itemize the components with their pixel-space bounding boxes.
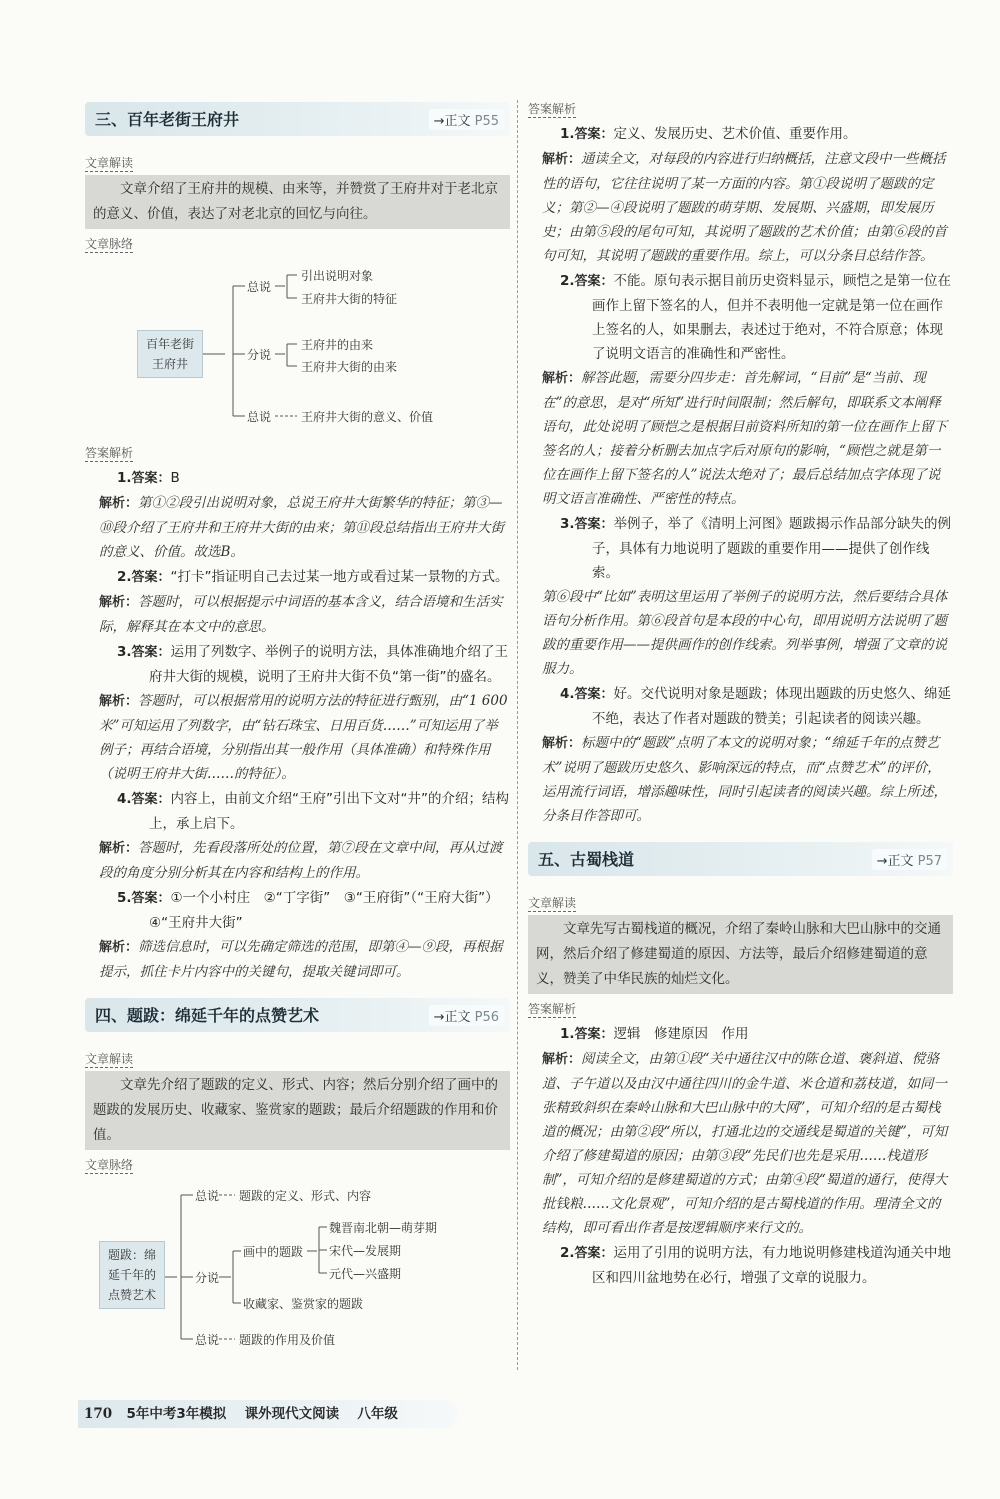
context-label: 文章脉络 (85, 237, 134, 251)
section-5-header (528, 842, 953, 876)
answers-label: 答案解析 (85, 446, 134, 460)
summary-label: 文章解读 (85, 156, 134, 170)
branch-detail: 分说 (195, 1271, 220, 1285)
question-5: 5.答案：①一个小村庄 ②“丁字街” ③“王府街”（“王府大街”） ④“王府井大街” 解析：筛选信息时，可以先确定筛选的范围，即第④—⑨段，再根据提示，抓住卡片内容中的关键句，提取关键词即可。 (99, 890, 506, 980)
summary-label: 文章解读 (85, 1052, 134, 1066)
leaf: 王府井大街的特征 (301, 292, 398, 306)
textbook-page-ref: →正文 P57 (872, 849, 947, 870)
leaf: 元代—兴盛期 (329, 1267, 402, 1281)
section-title: 五、古蜀栈道 (538, 850, 635, 869)
question-3: 3.答案：运用了列数字、举例子的说明方法，具体准确地介绍了王府井大街的规模，说明了王府井大街不负“第一街”的盛名。 解析：答题时，可以根据常用的说明方法的特征进行甄别，由“1 600米”可知运用了列数字，由“钻石珠宝、日用百货……”可知运用了举例子；再结合语境，分别指出其一般作用（具体准确）和特殊作用（说明王府井大街……的特征）。 (99, 644, 509, 782)
branch-detail: 分说 (247, 348, 272, 362)
answer-list (85, 466, 510, 984)
leaf: 王府井大街的由来 (301, 360, 398, 374)
leaf: 引出说明对象 (301, 269, 374, 283)
question-2: 2.答案：运用了引用的说明方法，有力地说明修建栈道沟通关中地区和四川盆地势在必行，增强了文章的说服力。 (560, 1245, 952, 1286)
book-grade: 八年级 (357, 1406, 398, 1422)
structure-mindmap (85, 262, 510, 434)
question-3: 3.答案：举例子，举了《清明上河图》题跋揭示作品部分缺失的例子，具体有力地说明了题跋的重要作用——提供了创作线索。 第⑥段中“比如”表明这里运用了举例子的说明方法，然后要结合具体语句分析作用。第⑥段首句是本段的中心句，即用说明方法说明了题跋的重要作用——提供画作的创作线索。列举事例，增强了文章的说服力。 (542, 516, 952, 677)
textbook-page-ref: →正文 P56 (429, 1005, 504, 1026)
section-3-header (85, 102, 510, 136)
leaf: 王府井大街的意义、价值 (301, 410, 434, 424)
branch-general-2: 总说 (247, 410, 272, 424)
question-1: 1.答案：B 解析：第①②段引出说明对象，总说王府井大街繁华的特征；第③—⑩段介绍了王府井和王府井大街的由来；第⑪段总结指出王府井大街的意义、价值。故选B。 (99, 470, 504, 560)
answers-label: 答案解析 (528, 1002, 577, 1016)
mindmap-root: 百年老街 王府井 (137, 330, 203, 378)
page-footer (78, 1400, 458, 1428)
left-column (85, 98, 510, 1357)
leaf: 宋代—发展期 (329, 1244, 402, 1258)
sub-branch: 画中的题跋 (243, 1245, 304, 1259)
section-title: 四、题跋：绵延千年的点赞艺术 (95, 1006, 320, 1025)
article-summary: 文章先写古蜀栈道的概况，介绍了秦岭山脉和大巴山脉中的交通网，然后介绍了修建蜀道的原因、方法等，最后介绍修建蜀道的意义，赞美了中华民族的灿烂文化。 (528, 915, 953, 994)
leaf: 题跋的定义、形式、内容 (239, 1189, 372, 1203)
section-4-header (85, 998, 510, 1032)
leaf: 题跋的作用及价值 (239, 1333, 336, 1347)
structure-mindmap (85, 1183, 510, 1353)
leaf: 王府井的由来 (301, 338, 374, 352)
answers-label: 答案解析 (528, 102, 577, 116)
question-4: 4.答案：好。交代说明对象是题跋；体现出题跋的历史悠久、绵延不绝，表达了作者对题跋的赞美；引起读者的阅读兴趣。 解析：标题中的“题跋”点明了本文的说明对象；“绵延千年的点赞艺术”说明了题跋历史悠久、影响深远的特点，而“点赞艺术”的评价，运用流行词语，增添趣味性，同时引起读者的阅读兴趣。综上所述，分条目作答即可。 (542, 686, 952, 824)
article-summary: 文章介绍了王府井的规模、由来等，并赞赏了王府井对于老北京的意义、价值，表达了对老北京的回忆与向往。 (85, 175, 510, 229)
question-2: 2.答案：“打卡”指证明自己去过某一地方或看过某一景物的方式。 解析：答题时，可以根据提示中词语的基本含义，结合语境和生活实际，解释其在本文中的意思。 (99, 569, 509, 635)
textbook-page-ref: →正文 P55 (429, 109, 504, 130)
question-2: 2.答案：不能。原句表示据目前历史资料显示，顾恺之是第一位在画作上留下签名的人，但并不表明他一定就是第一位在画作上签名的人，如果删去，表述过于绝对，不符合原意；体现了说明文语言的准确性和严密性。 解析：解答此题，需要分四步走：首先解词，“目前”是“当前、现在”的意思，是对“所知”进行时间限制；然后解句，即联系文本阐释语句，此处说明了顾恺之是根据目前资料所知的第一位在画作上留下签名的人；接着分析删去加点字后对原句的影响，“顾恺之就是第一位在画作上留下签名的人”说法太绝对了；最后总结加点字体现了说明文语言准确性、严密性的特点。 (542, 273, 952, 507)
sub-branch: 收藏家、鉴赏家的题跋 (243, 1297, 364, 1311)
leaf: 魏晋南北朝—萌芽期 (329, 1221, 438, 1235)
page-number: 170 (84, 1406, 113, 1422)
summary-label: 文章解读 (528, 896, 577, 910)
column-divider (517, 100, 518, 1370)
branch-general-2: 总说 (195, 1333, 220, 1347)
section-title: 三、百年老街王府井 (95, 110, 240, 129)
article-summary: 文章先介绍了题跋的定义、形式、内容；然后分别介绍了画中的题跋的发展历史、收藏家、鉴赏家的题跋；最后介绍题跋的作用和价值。 (85, 1071, 510, 1150)
question-1: 1.答案：定义、发展历史、艺术价值、重要作用。 解析：通读全文，对每段的内容进行归纳概括，注意文段中一些概括性的语句，它往往说明了某一方面的内容。第①段说明了题跋的定义；第②—④段说明了题跋的萌芽期、发展期、兴盛期，即发展历史；由第⑤段的尾句可知，其说明了题跋的艺术价值；由第⑥段的首句可知，其说明了题跋的重要作用。综上，可以分条目总结作答。 (542, 126, 947, 264)
context-label: 文章脉络 (85, 1158, 134, 1172)
branch-general-1: 总说 (195, 1189, 220, 1203)
answer-list (528, 1022, 953, 1290)
mindmap-root: 题跋：绵 延千年的 点赞艺术 (99, 1241, 165, 1309)
book-subject: 课外现代文阅读 (244, 1406, 340, 1422)
answer-list (528, 122, 953, 828)
question-4: 4.答案：内容上，由前文介绍“王府”引出下文对“井”的介绍；结构上，承上启下。 解析：答题时，先看段落所处的位置，第⑦段在文章中间，再从过渡段的角度分别分析其在内容和结构上的作用。 (99, 791, 510, 881)
book-title: 5年中考3年模拟 (126, 1406, 227, 1422)
right-column (528, 98, 953, 1290)
branch-general-1: 总说 (247, 280, 272, 294)
question-1: 1.答案：逻辑 修建原因 作用 解析：阅读全文，由第①段“关中通往汉中的陈仓道、褒斜道、傥骆道、子午道以及由汉中通往四川的金牛道、米仓道和荔枝道，如同一张精致斜织在秦岭山脉和大巴山脉中的大网”，可知介绍的是古蜀栈道的概况；由第②段“所以，打通北边的交通线是蜀道的关键”，可知介绍了修建蜀道的原因；由第③段“先民们也先是采用……栈道形制”，可知介绍的是修建蜀道的方式；由第④段“蜀道的通行，使得大批钱粮……文化景观”，可知介绍的是古蜀栈道的作用。理清全文的结构，即可看出作者是按逻辑顺序来行文的。 (542, 1026, 948, 1236)
